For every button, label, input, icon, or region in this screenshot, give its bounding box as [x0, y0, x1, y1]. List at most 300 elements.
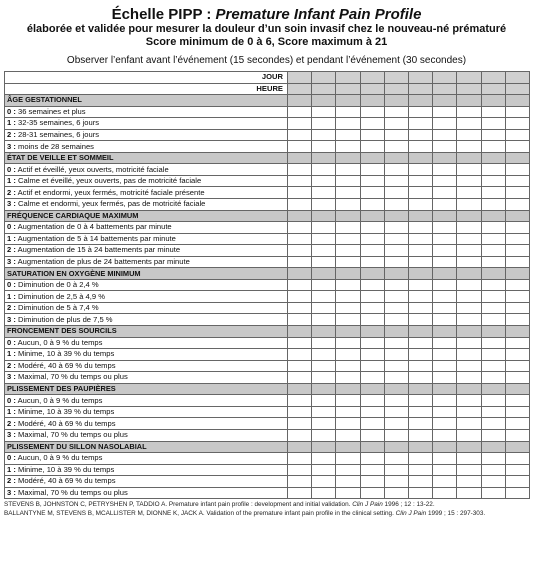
score-cell[interactable]: [433, 245, 457, 257]
score-cell[interactable]: [288, 118, 312, 130]
score-cell[interactable]: [312, 406, 336, 418]
score-cell[interactable]: [457, 464, 481, 476]
score-cell[interactable]: [336, 106, 360, 118]
score-cell[interactable]: [505, 233, 529, 245]
score-cell[interactable]: [360, 360, 384, 372]
score-cell[interactable]: [481, 349, 505, 361]
score-cell[interactable]: [481, 256, 505, 268]
score-cell[interactable]: [336, 302, 360, 314]
score-cell[interactable]: [288, 175, 312, 187]
score-cell[interactable]: [360, 106, 384, 118]
score-cell[interactable]: [336, 129, 360, 141]
score-cell[interactable]: [457, 337, 481, 349]
score-cell[interactable]: [457, 395, 481, 407]
score-cell[interactable]: [336, 314, 360, 326]
score-cell[interactable]: [288, 164, 312, 176]
score-cell[interactable]: [481, 245, 505, 257]
score-cell[interactable]: [312, 395, 336, 407]
score-cell[interactable]: [288, 256, 312, 268]
score-cell[interactable]: [384, 302, 408, 314]
score-cell[interactable]: [312, 129, 336, 141]
score-cell[interactable]: [360, 164, 384, 176]
score-cell[interactable]: [505, 453, 529, 465]
score-cell[interactable]: [433, 83, 457, 95]
score-cell[interactable]: [433, 222, 457, 234]
score-cell[interactable]: [384, 106, 408, 118]
score-cell[interactable]: [360, 476, 384, 488]
score-cell[interactable]: [312, 118, 336, 130]
score-cell[interactable]: [505, 222, 529, 234]
score-cell[interactable]: [505, 372, 529, 384]
score-cell[interactable]: [336, 406, 360, 418]
score-cell[interactable]: [505, 175, 529, 187]
score-cell[interactable]: [312, 476, 336, 488]
score-cell[interactable]: [433, 118, 457, 130]
score-cell[interactable]: [336, 395, 360, 407]
score-cell[interactable]: [288, 464, 312, 476]
score-cell[interactable]: [336, 83, 360, 95]
score-cell[interactable]: [336, 245, 360, 257]
score-cell[interactable]: [336, 187, 360, 199]
score-cell[interactable]: [433, 256, 457, 268]
score-cell[interactable]: [384, 476, 408, 488]
score-cell[interactable]: [336, 337, 360, 349]
score-cell[interactable]: [481, 129, 505, 141]
score-cell[interactable]: [505, 106, 529, 118]
score-cell[interactable]: [505, 429, 529, 441]
score-cell[interactable]: [481, 372, 505, 384]
score-cell[interactable]: [336, 175, 360, 187]
score-cell[interactable]: [433, 187, 457, 199]
score-cell[interactable]: [312, 453, 336, 465]
score-cell[interactable]: [408, 199, 432, 211]
score-cell[interactable]: [505, 337, 529, 349]
score-cell[interactable]: [408, 314, 432, 326]
score-cell[interactable]: [481, 118, 505, 130]
score-cell[interactable]: [360, 453, 384, 465]
score-cell[interactable]: [288, 302, 312, 314]
score-cell[interactable]: [481, 453, 505, 465]
score-cell[interactable]: [408, 279, 432, 291]
score-cell[interactable]: [481, 291, 505, 303]
score-cell[interactable]: [481, 487, 505, 499]
score-cell[interactable]: [408, 175, 432, 187]
score-cell[interactable]: [312, 256, 336, 268]
score-cell[interactable]: [288, 72, 312, 84]
score-cell[interactable]: [288, 129, 312, 141]
score-cell[interactable]: [433, 141, 457, 153]
score-cell[interactable]: [433, 129, 457, 141]
score-cell[interactable]: [505, 487, 529, 499]
score-cell[interactable]: [457, 476, 481, 488]
score-cell[interactable]: [505, 245, 529, 257]
score-cell[interactable]: [505, 72, 529, 84]
score-cell[interactable]: [481, 406, 505, 418]
score-cell[interactable]: [457, 302, 481, 314]
score-cell[interactable]: [505, 418, 529, 430]
score-cell[interactable]: [384, 256, 408, 268]
score-cell[interactable]: [360, 429, 384, 441]
score-cell[interactable]: [433, 302, 457, 314]
score-cell[interactable]: [360, 487, 384, 499]
score-cell[interactable]: [312, 372, 336, 384]
score-cell[interactable]: [312, 279, 336, 291]
score-cell[interactable]: [312, 83, 336, 95]
score-cell[interactable]: [457, 245, 481, 257]
score-cell[interactable]: [408, 118, 432, 130]
score-cell[interactable]: [336, 360, 360, 372]
score-cell[interactable]: [384, 337, 408, 349]
score-cell[interactable]: [457, 141, 481, 153]
score-cell[interactable]: [288, 360, 312, 372]
score-cell[interactable]: [433, 476, 457, 488]
score-cell[interactable]: [312, 187, 336, 199]
score-cell[interactable]: [336, 141, 360, 153]
score-cell[interactable]: [312, 106, 336, 118]
score-cell[interactable]: [457, 349, 481, 361]
score-cell[interactable]: [481, 395, 505, 407]
score-cell[interactable]: [433, 233, 457, 245]
score-cell[interactable]: [505, 476, 529, 488]
score-cell[interactable]: [336, 429, 360, 441]
score-cell[interactable]: [384, 314, 408, 326]
score-cell[interactable]: [433, 349, 457, 361]
score-cell[interactable]: [288, 487, 312, 499]
score-cell[interactable]: [312, 164, 336, 176]
score-cell[interactable]: [457, 164, 481, 176]
score-cell[interactable]: [505, 314, 529, 326]
score-cell[interactable]: [457, 279, 481, 291]
score-cell[interactable]: [433, 418, 457, 430]
score-cell[interactable]: [360, 129, 384, 141]
score-cell[interactable]: [360, 118, 384, 130]
score-cell[interactable]: [360, 222, 384, 234]
score-cell[interactable]: [481, 429, 505, 441]
score-cell[interactable]: [408, 487, 432, 499]
score-cell[interactable]: [408, 72, 432, 84]
score-cell[interactable]: [336, 487, 360, 499]
score-cell[interactable]: [481, 175, 505, 187]
score-cell[interactable]: [384, 141, 408, 153]
score-cell[interactable]: [288, 106, 312, 118]
score-cell[interactable]: [288, 418, 312, 430]
score-cell[interactable]: [312, 487, 336, 499]
score-cell[interactable]: [336, 372, 360, 384]
score-cell[interactable]: [312, 464, 336, 476]
score-cell[interactable]: [408, 372, 432, 384]
score-cell[interactable]: [457, 222, 481, 234]
score-cell[interactable]: [433, 199, 457, 211]
score-cell[interactable]: [288, 337, 312, 349]
score-cell[interactable]: [505, 302, 529, 314]
score-cell[interactable]: [433, 291, 457, 303]
score-cell[interactable]: [312, 72, 336, 84]
score-cell[interactable]: [384, 372, 408, 384]
score-cell[interactable]: [360, 187, 384, 199]
score-cell[interactable]: [288, 406, 312, 418]
score-cell[interactable]: [481, 199, 505, 211]
score-cell[interactable]: [433, 395, 457, 407]
score-cell[interactable]: [360, 83, 384, 95]
score-cell[interactable]: [360, 175, 384, 187]
score-cell[interactable]: [457, 233, 481, 245]
score-cell[interactable]: [384, 464, 408, 476]
score-cell[interactable]: [457, 487, 481, 499]
score-cell[interactable]: [384, 360, 408, 372]
score-cell[interactable]: [408, 302, 432, 314]
score-cell[interactable]: [457, 429, 481, 441]
score-cell[interactable]: [408, 360, 432, 372]
score-cell[interactable]: [433, 453, 457, 465]
score-cell[interactable]: [481, 187, 505, 199]
score-cell[interactable]: [288, 245, 312, 257]
score-cell[interactable]: [384, 453, 408, 465]
score-cell[interactable]: [384, 245, 408, 257]
score-cell[interactable]: [288, 453, 312, 465]
score-cell[interactable]: [360, 302, 384, 314]
score-cell[interactable]: [433, 487, 457, 499]
score-cell[interactable]: [336, 453, 360, 465]
score-cell[interactable]: [457, 418, 481, 430]
score-cell[interactable]: [288, 199, 312, 211]
score-cell[interactable]: [457, 83, 481, 95]
score-cell[interactable]: [457, 72, 481, 84]
score-cell[interactable]: [312, 233, 336, 245]
score-cell[interactable]: [408, 222, 432, 234]
score-cell[interactable]: [288, 372, 312, 384]
score-cell[interactable]: [457, 453, 481, 465]
score-cell[interactable]: [360, 349, 384, 361]
score-cell[interactable]: [336, 164, 360, 176]
score-cell[interactable]: [408, 464, 432, 476]
score-cell[interactable]: [288, 187, 312, 199]
score-cell[interactable]: [336, 464, 360, 476]
score-cell[interactable]: [312, 314, 336, 326]
score-cell[interactable]: [433, 314, 457, 326]
score-cell[interactable]: [481, 222, 505, 234]
score-cell[interactable]: [457, 406, 481, 418]
score-cell[interactable]: [312, 291, 336, 303]
score-cell[interactable]: [408, 245, 432, 257]
score-cell[interactable]: [360, 233, 384, 245]
score-cell[interactable]: [360, 314, 384, 326]
score-cell[interactable]: [384, 164, 408, 176]
score-cell[interactable]: [505, 279, 529, 291]
score-cell[interactable]: [312, 245, 336, 257]
score-cell[interactable]: [384, 83, 408, 95]
score-cell[interactable]: [360, 141, 384, 153]
score-cell[interactable]: [336, 72, 360, 84]
score-cell[interactable]: [384, 187, 408, 199]
score-cell[interactable]: [457, 129, 481, 141]
score-cell[interactable]: [288, 222, 312, 234]
score-cell[interactable]: [481, 360, 505, 372]
score-cell[interactable]: [336, 476, 360, 488]
score-cell[interactable]: [505, 395, 529, 407]
score-cell[interactable]: [408, 418, 432, 430]
score-cell[interactable]: [360, 337, 384, 349]
score-cell[interactable]: [481, 279, 505, 291]
score-cell[interactable]: [384, 291, 408, 303]
score-cell[interactable]: [360, 199, 384, 211]
score-cell[interactable]: [505, 83, 529, 95]
score-cell[interactable]: [505, 291, 529, 303]
score-cell[interactable]: [408, 256, 432, 268]
score-cell[interactable]: [288, 476, 312, 488]
score-cell[interactable]: [336, 279, 360, 291]
score-cell[interactable]: [384, 487, 408, 499]
score-cell[interactable]: [384, 418, 408, 430]
score-cell[interactable]: [408, 106, 432, 118]
score-cell[interactable]: [481, 464, 505, 476]
score-cell[interactable]: [408, 337, 432, 349]
score-cell[interactable]: [336, 291, 360, 303]
score-cell[interactable]: [433, 72, 457, 84]
score-cell[interactable]: [433, 429, 457, 441]
score-cell[interactable]: [384, 406, 408, 418]
score-cell[interactable]: [312, 349, 336, 361]
score-cell[interactable]: [457, 199, 481, 211]
score-cell[interactable]: [360, 279, 384, 291]
score-cell[interactable]: [336, 118, 360, 130]
score-cell[interactable]: [360, 464, 384, 476]
score-cell[interactable]: [384, 72, 408, 84]
score-cell[interactable]: [433, 175, 457, 187]
score-cell[interactable]: [505, 164, 529, 176]
score-cell[interactable]: [312, 199, 336, 211]
score-cell[interactable]: [481, 164, 505, 176]
score-cell[interactable]: [312, 337, 336, 349]
score-cell[interactable]: [408, 429, 432, 441]
score-cell[interactable]: [384, 118, 408, 130]
score-cell[interactable]: [457, 314, 481, 326]
score-cell[interactable]: [360, 291, 384, 303]
score-cell[interactable]: [481, 418, 505, 430]
score-cell[interactable]: [312, 175, 336, 187]
score-cell[interactable]: [360, 406, 384, 418]
score-cell[interactable]: [457, 360, 481, 372]
score-cell[interactable]: [505, 256, 529, 268]
score-cell[interactable]: [288, 279, 312, 291]
score-cell[interactable]: [408, 187, 432, 199]
score-cell[interactable]: [360, 256, 384, 268]
score-cell[interactable]: [384, 279, 408, 291]
score-cell[interactable]: [408, 233, 432, 245]
score-cell[interactable]: [312, 418, 336, 430]
score-cell[interactable]: [433, 372, 457, 384]
score-cell[interactable]: [505, 360, 529, 372]
score-cell[interactable]: [384, 395, 408, 407]
score-cell[interactable]: [505, 187, 529, 199]
score-cell[interactable]: [288, 395, 312, 407]
score-cell[interactable]: [457, 291, 481, 303]
score-cell[interactable]: [433, 106, 457, 118]
score-cell[interactable]: [288, 291, 312, 303]
score-cell[interactable]: [408, 83, 432, 95]
score-cell[interactable]: [288, 141, 312, 153]
score-cell[interactable]: [481, 476, 505, 488]
score-cell[interactable]: [433, 464, 457, 476]
score-cell[interactable]: [288, 233, 312, 245]
score-cell[interactable]: [408, 453, 432, 465]
score-cell[interactable]: [481, 233, 505, 245]
score-cell[interactable]: [288, 349, 312, 361]
score-cell[interactable]: [433, 360, 457, 372]
score-cell[interactable]: [505, 141, 529, 153]
score-cell[interactable]: [433, 279, 457, 291]
score-cell[interactable]: [360, 72, 384, 84]
score-cell[interactable]: [457, 175, 481, 187]
score-cell[interactable]: [336, 256, 360, 268]
score-cell[interactable]: [384, 349, 408, 361]
score-cell[interactable]: [384, 429, 408, 441]
score-cell[interactable]: [408, 141, 432, 153]
score-cell[interactable]: [433, 337, 457, 349]
score-cell[interactable]: [312, 429, 336, 441]
score-cell[interactable]: [505, 199, 529, 211]
score-cell[interactable]: [408, 406, 432, 418]
score-cell[interactable]: [336, 199, 360, 211]
score-cell[interactable]: [505, 118, 529, 130]
score-cell[interactable]: [457, 372, 481, 384]
score-cell[interactable]: [312, 302, 336, 314]
score-cell[interactable]: [336, 349, 360, 361]
score-cell[interactable]: [360, 372, 384, 384]
score-cell[interactable]: [384, 129, 408, 141]
score-cell[interactable]: [457, 106, 481, 118]
score-cell[interactable]: [312, 222, 336, 234]
score-cell[interactable]: [288, 83, 312, 95]
score-cell[interactable]: [312, 360, 336, 372]
score-cell[interactable]: [433, 406, 457, 418]
score-cell[interactable]: [384, 222, 408, 234]
score-cell[interactable]: [505, 464, 529, 476]
score-cell[interactable]: [457, 256, 481, 268]
score-cell[interactable]: [481, 302, 505, 314]
score-cell[interactable]: [408, 395, 432, 407]
score-cell[interactable]: [481, 337, 505, 349]
score-cell[interactable]: [336, 418, 360, 430]
score-cell[interactable]: [433, 164, 457, 176]
score-cell[interactable]: [457, 187, 481, 199]
score-cell[interactable]: [312, 141, 336, 153]
score-cell[interactable]: [408, 476, 432, 488]
score-cell[interactable]: [384, 233, 408, 245]
score-cell[interactable]: [408, 164, 432, 176]
score-cell[interactable]: [288, 314, 312, 326]
score-cell[interactable]: [288, 429, 312, 441]
score-cell[interactable]: [481, 314, 505, 326]
score-cell[interactable]: [481, 72, 505, 84]
score-cell[interactable]: [481, 106, 505, 118]
score-cell[interactable]: [481, 83, 505, 95]
score-cell[interactable]: [408, 349, 432, 361]
score-cell[interactable]: [408, 291, 432, 303]
score-cell[interactable]: [336, 222, 360, 234]
score-cell[interactable]: [360, 395, 384, 407]
score-cell[interactable]: [384, 199, 408, 211]
score-cell[interactable]: [505, 129, 529, 141]
score-cell[interactable]: [505, 406, 529, 418]
score-cell[interactable]: [481, 141, 505, 153]
score-cell[interactable]: [457, 118, 481, 130]
score-cell[interactable]: [505, 349, 529, 361]
score-cell[interactable]: [336, 233, 360, 245]
score-cell[interactable]: [360, 245, 384, 257]
score-cell[interactable]: [360, 418, 384, 430]
score-cell[interactable]: [384, 175, 408, 187]
score-cell[interactable]: [408, 129, 432, 141]
